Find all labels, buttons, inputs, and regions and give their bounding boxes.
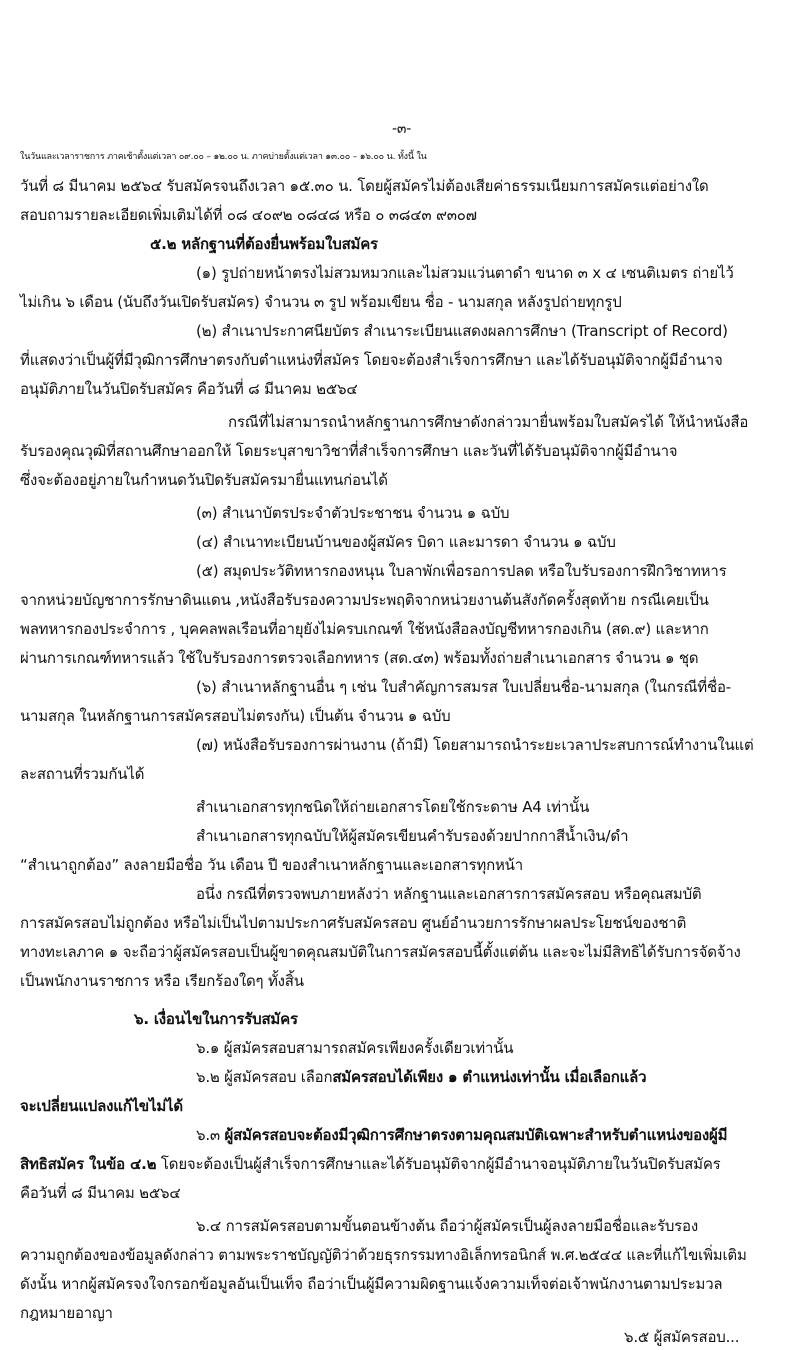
text-line: ละสถานที่รวมกันได้ (20, 765, 145, 783)
text-run: ๖.๒ ผู้สมัครสอบ เลือก (196, 1068, 333, 1086)
text-line: ที่แสดงว่าเป็นผู้ที่มีวุฒิการศึกษาตรงกับตำแหน่งที่สมัคร โดยจะต้องสำเร็จการศึกษา และได้รับอนุมัติจากผู้มีอำนาจ (20, 351, 723, 369)
text-line: (๑) รูปถ่ายหน้าตรงไม่สวมหมวกและไม่สวมแว่นตาดำ ขนาด ๓ x ๔ เซนติเมตร ถ่ายไว้ (196, 264, 734, 282)
text-line: วันที่ ๘ มีนาคม ๒๕๖๔ รับสมัครจนถึงเวลา ๑๕.๓๐ น. โดยผู้สมัครไม่ต้องเสียค่าธรรมเนียมการสมัครแต่อย่างใด (20, 177, 709, 195)
text-line: “สำเนาถูกต้อง” ลงลายมือชื่อ วัน เดือน ปี ของสำเนาหลักฐานและเอกสารทุกหน้า (20, 856, 523, 874)
text-line: (๖) สำเนาหลักฐานอื่น ๆ เช่น ใบสำคัญการสมรส ใบเปลี่ยนชื่อ-นามสกุล (ในกรณีที่ชื่อ- (196, 678, 731, 696)
text-line: ผ่านการเกณฑ์ทหารแล้ว ใช้ใบรับรองการตรวจเลือกทหาร (สด.๔๓) พร้อมทั้งถ่ายสำเนาเอกสาร จำนวน ๑ ชุด (20, 649, 699, 667)
text-line: (๒) สำเนาประกาศนียบัตร สำเนาระเบียนแสดงผลการศึกษา (Transcript of Record) (196, 322, 728, 340)
text-line: ๖.๔ การสมัครสอบตามขั้นตอนข้างต้น ถือว่าผู้สมัครเป็นผู้ลงลายมือชื่อและรับรอง (196, 1217, 698, 1235)
text-run: โดยจะต้องเป็นผู้สำเร็จการศึกษาและได้รับอนุมัติจากผู้มีอำนาจอนุมัติภายในวันปิดรับสมัคร (156, 1155, 721, 1173)
text-line: ๖.๑ ผู้สมัครสอบสามารถสมัครเพียงครั้งเดียวเท่านั้น (196, 1039, 514, 1057)
text-line: สอบถามรายละเอียดเพิ่มเติมได้ที่ ๐๘ ๔๐๙๒ ๐๘๔๘ หรือ ๐ ๓๘๔๓ ๙๓๐๗ (20, 206, 477, 224)
bold-text-run: สมัครสอบได้เพียง ๑ ตำแหน่งเท่านั้น เมื่อเลือกแล้ว (332, 1068, 647, 1086)
text-line: รับรองคุณวุฒิที่สถานศึกษาออกให้ โดยระบุสาขาวิชาที่สำเร็จการศึกษา และวันที่ได้รับอนุมัติจากผู้มีอำนาจ (20, 442, 678, 460)
text-line: จะเปลี่ยนแปลงแก้ไขไม่ได้ (20, 1097, 183, 1115)
text-line: ความถูกต้องของข้อมูลดังกล่าว ตามพระราชบัญญัติว่าด้วยธุรกรรมทางอิเล็กทรอนิกส์ พ.ศ.๒๕๔๔ และที่แก้ไขเพิ่มเติม (20, 1246, 747, 1264)
text-line: คือวันที่ ๘ มีนาคม ๒๕๖๔ (20, 1184, 181, 1202)
section-heading: ๕.๒ หลักฐานที่ต้องยื่นพร้อมใบสมัคร (150, 235, 378, 253)
page-number: -๓- (392, 121, 412, 137)
text-line: ไม่เกิน ๖ เดือน (นับถึงวันเปิดรับสมัคร) จำนวน ๓ รูป พร้อมเขียน ชื่อ - นามสกุล หลังรูปถ่ายทุกรูป (20, 293, 622, 311)
text-line: สำเนาเอกสารทุกฉบับให้ผู้สมัครเขียนคำรับรองด้วยปากกาสีน้ำเงิน/ดำ (196, 827, 629, 845)
text-line: ซึ่งจะต้องอยู่ภายในกำหนดวันปิดรับสมัครมายื่นแทนก่อนได้ (20, 471, 388, 489)
text-line: (๔) สำเนาทะเบียนบ้านของผู้สมัคร บิดา และมารดา จำนวน ๑ ฉบับ (196, 533, 616, 551)
text-line: อนุมัติภายในวันปิดรับสมัคร คือวันที่ ๘ มีนาคม ๒๕๖๔ (20, 380, 358, 398)
text-line: ทางทะเลภาค ๑ จะถือว่าผู้สมัครสอบเป็นผู้ขาดคุณสมบัติในการสมัครสอบนี้ตั้งแต่ต้น และจะไม่มีสิทธิได้รับการจัดจ้าง (20, 943, 741, 961)
text-line: นามสกุล ในหลักฐานการสมัครสอบไม่ตรงกัน) เป็นต้น จำนวน ๑ ฉบับ (20, 707, 451, 725)
text-line: (๓) สำเนาบัตรประจำตัวประชาชน จำนวน ๑ ฉบับ (196, 504, 510, 522)
text-line: จากหน่วยบัญชาการรักษาดินแดน ,หนังสือรับรองความประพฤติจากหน่วยงานต้นสังกัดครั้งสุดท้าย กรณีเคยเป็น (20, 591, 709, 609)
text-line: อนึ่ง กรณีที่ตรวจพบภายหลังว่า หลักฐานและเอกสารการสมัครสอบ หรือคุณสมบัติ (196, 885, 702, 903)
text-line (196, 1124, 727, 1146)
continuation-text: ๖.๕ ผู้สมัครสอบ... (624, 1328, 740, 1346)
section-heading: ๖. เงื่อนไขในการรับสมัคร (134, 1010, 298, 1028)
bold-text-run: ผู้สมัครสอบจะต้องมีวุฒิการศึกษาตรงตามคุณสมบัติเฉพาะสำหรับตำแหน่งของผู้มี (224, 1126, 728, 1144)
text-line: พลทหารกองประจำการ , บุคคลพลเรือนที่อายุยังไม่ครบเกณฑ์ ใช้หนังสือลงบัญชีทหารกองเกิน (สด.๙) และหาก (20, 620, 709, 638)
text-line (20, 1153, 721, 1175)
text-line (196, 1066, 646, 1088)
text-line: กฎหมายอาญา (20, 1304, 113, 1322)
text-line: (๕) สมุดประวัติทหารกองหนุน ใบลาพักเพื่อรอการปลด หรือใบรับรองการฝึกวิชาทหาร (196, 562, 727, 580)
text-line: สำเนาเอกสารทุกชนิดให้ถ่ายเอกสารโดยใช้กระดาษ A4 เท่านั้น (196, 798, 590, 816)
text-line: ในวันและเวลาราชการ ภาคเช้าตั้งแต่เวลา ๐๙.๐๐ – ๑๒.๐๐ น. ภาคบ่ายตั้งแต่เวลา ๑๓.๐๐ – ๑๖.๐๐ น. ทั้งนี้ ใน (20, 152, 427, 162)
text-line: เป็นพนักงานราชการ หรือ เรียกร้องใดๆ ทั้งสิ้น (20, 972, 304, 990)
text-line: กรณีที่ไม่สามารถนำหลักฐานการศึกษาดังกล่าวมายื่นพร้อมใบสมัครได้ ให้นำหนังสือ (228, 413, 749, 431)
text-run: ๖.๓ (196, 1126, 225, 1144)
text-line: การสมัครสอบไม่ถูกต้อง หรือไม่เป็นไปตามประกาศรับสมัครสอบ ศูนย์อำนวยการรักษาผลประโยชน์ของชาติ (20, 914, 687, 932)
text-line: (๗) หนังสือรับรองการผ่านงาน (ถ้ามี) โดยสามารถนำระยะเวลาประสบการณ์ทำงานในแต่ (196, 736, 754, 754)
bold-text-run: สิทธิสมัคร ในข้อ ๔.๒ (20, 1155, 157, 1173)
text-line: ดังนั้น หากผู้สมัครจงใจกรอกข้อมูลอันเป็นเท็จ ถือว่าเป็นผู้มีความผิดฐานแจ้งความเท็จต่อเจ้าพนักงานตามประมวล (20, 1275, 723, 1293)
